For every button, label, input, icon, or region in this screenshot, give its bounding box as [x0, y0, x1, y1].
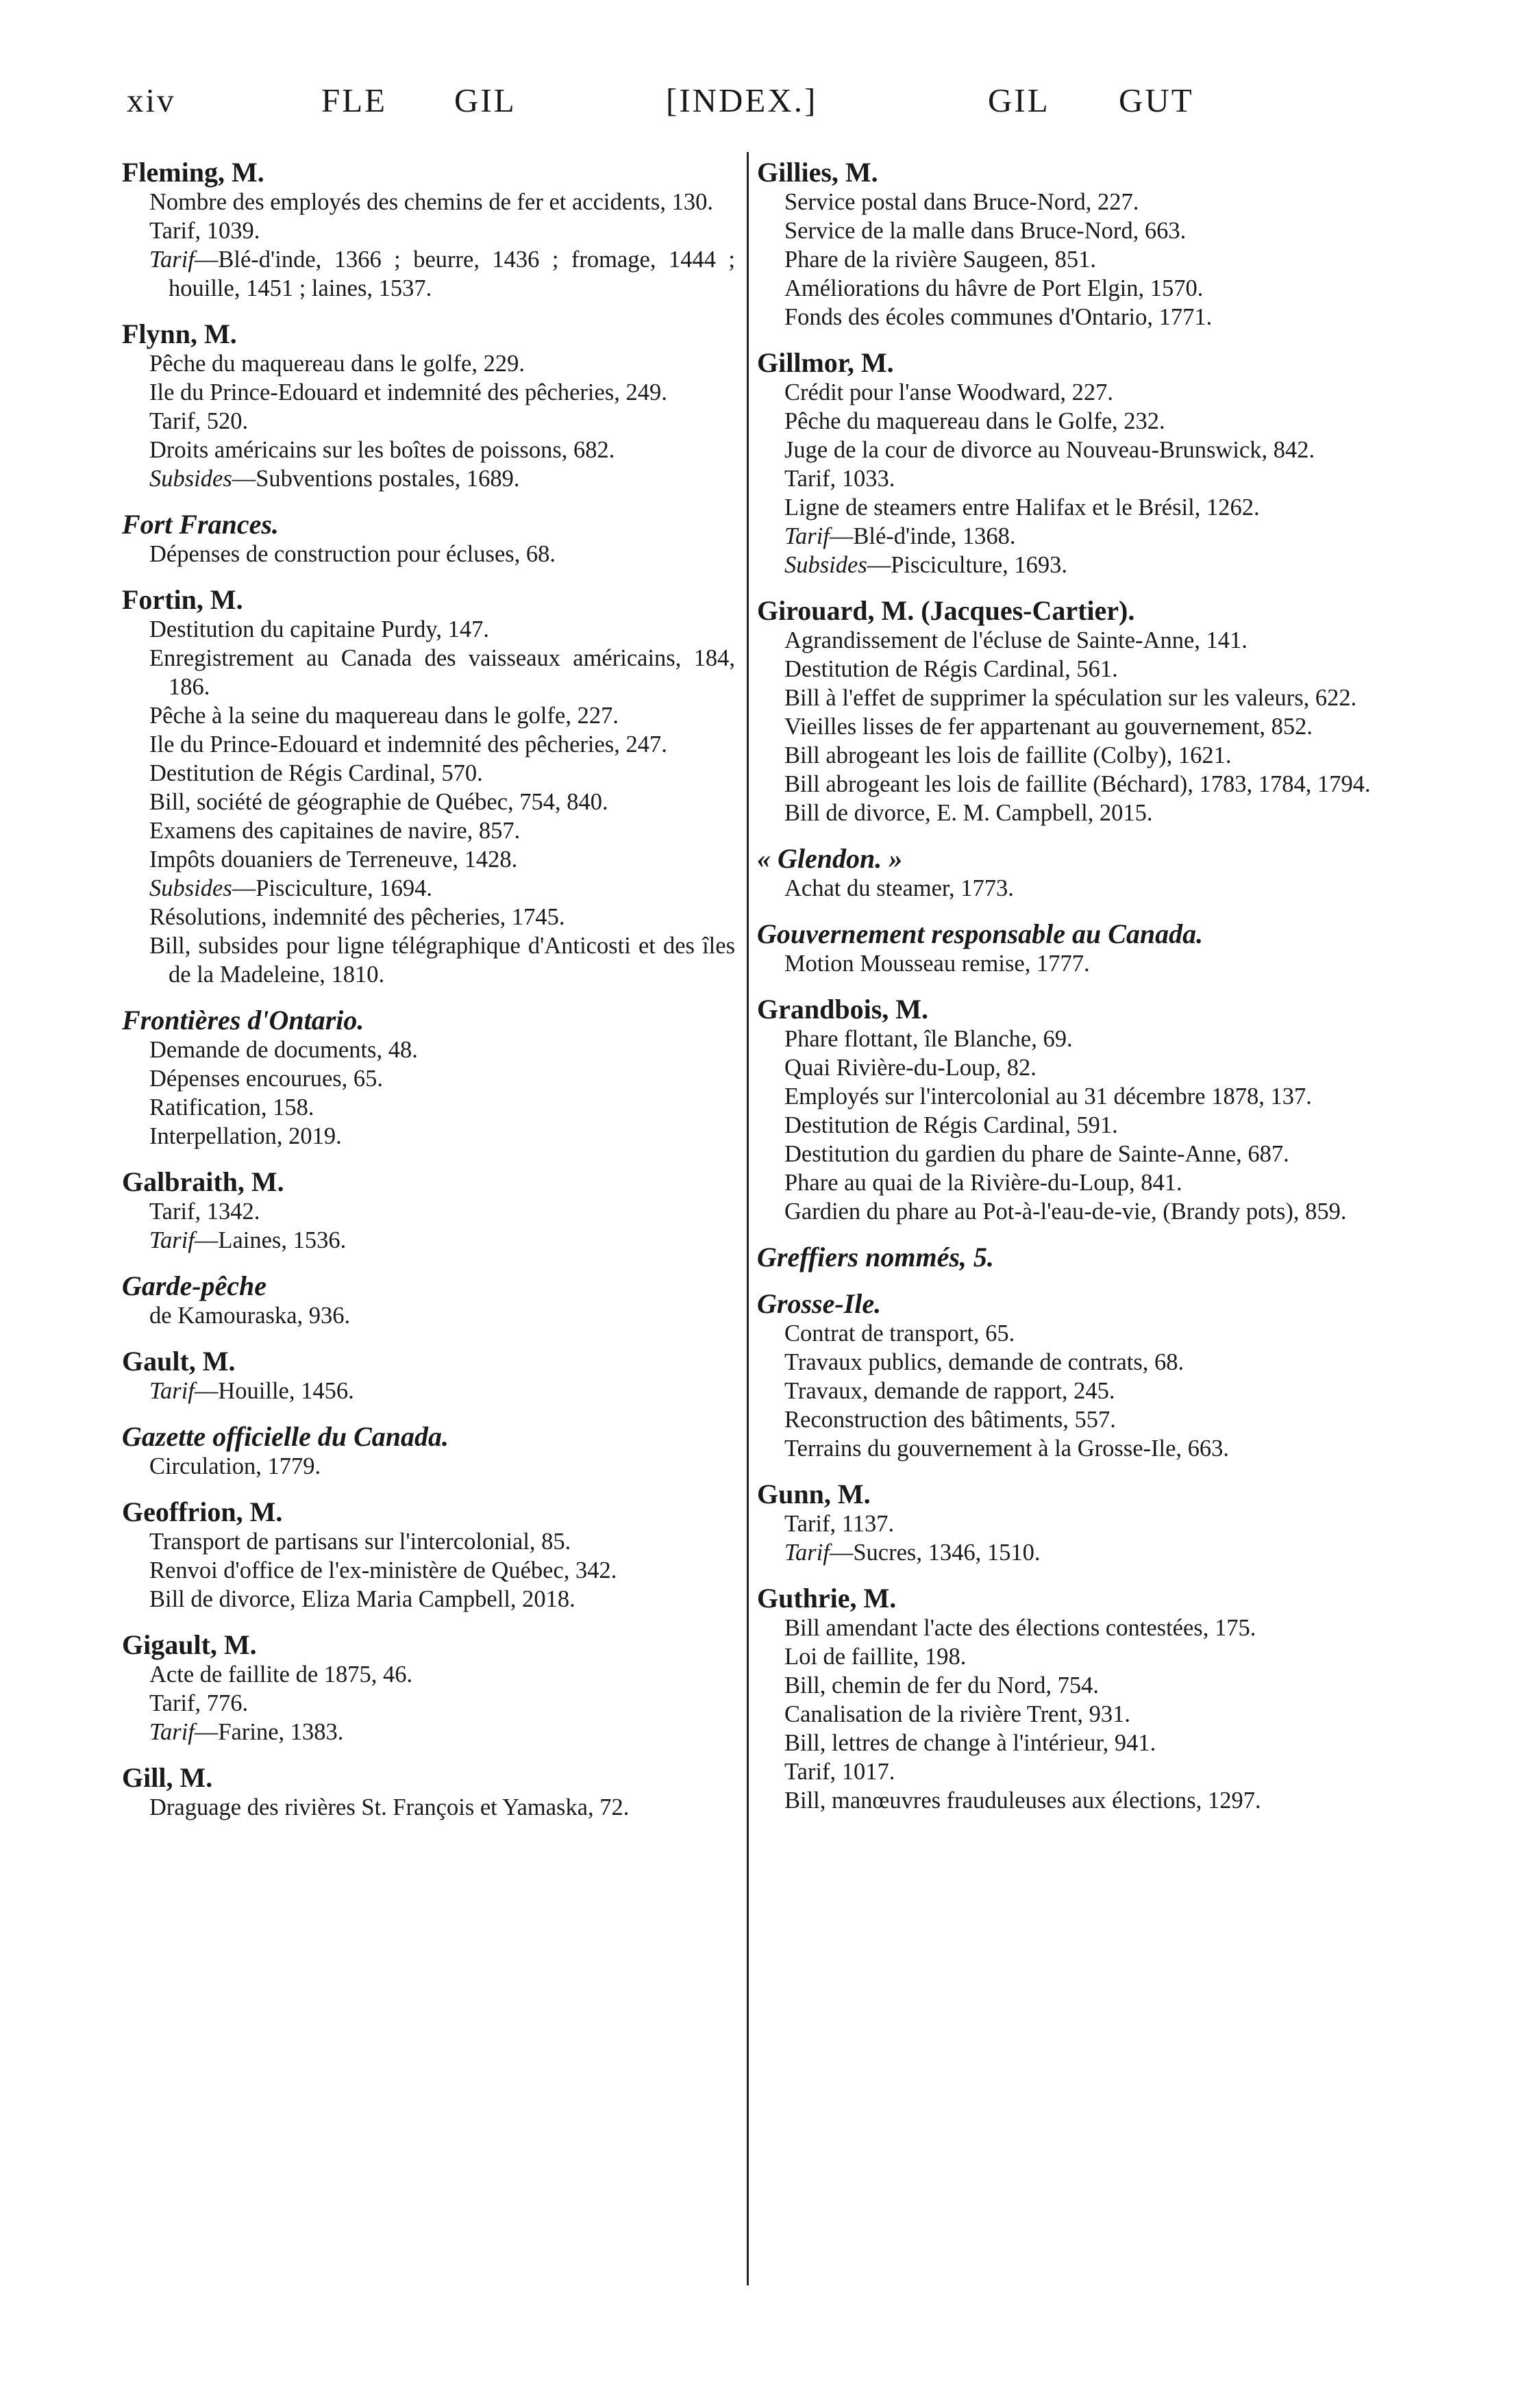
- item-sublabel: Tarif: [784, 523, 830, 549]
- entry-item: Bill abrogeant les lois de faillite (Béchard), 1783, 1784, 1794.: [784, 771, 1371, 797]
- entry-item: Pêche du maquereau dans le golfe, 229.: [149, 351, 525, 377]
- entry-item: Destitution de Régis Cardinal, 561.: [784, 656, 1118, 682]
- entry-heading: Gillies, M.: [757, 157, 878, 188]
- entry-item: Gardien du phare au Pot-à-l'eau-de-vie, (Brandy pots), 859.: [784, 1199, 1347, 1225]
- entry-item: Ratification, 158.: [149, 1094, 314, 1120]
- entry-item: Employés sur l'intercolonial au 31 décembre 1878, 137.: [784, 1083, 1312, 1109]
- index-entry: [122, 510, 735, 568]
- entry-item: Reconstruction des bâtiments, 557.: [784, 1407, 1116, 1433]
- entry-heading: Fleming, M.: [122, 157, 264, 188]
- index-entry: [757, 1242, 1375, 1272]
- entry-item: Canalisation de la rivière Trent, 931.: [784, 1701, 1130, 1727]
- entry-item: Bill, manœuvres frauduleuses aux élections, 1297.: [784, 1788, 1261, 1814]
- item-text: —Houille, 1456.: [194, 1378, 354, 1404]
- entry-heading: Geoffrion, M.: [122, 1496, 283, 1527]
- index-entry: [757, 596, 1375, 827]
- entry-item: Interpellation, 2019.: [149, 1123, 342, 1149]
- entry-heading: Gillmor, M.: [757, 347, 894, 378]
- item-sublabel: Tarif: [149, 247, 195, 273]
- entry-item: [757, 551, 1375, 579]
- entry-item: Tarif, 1137.: [784, 1511, 895, 1537]
- entry-heading: Fort Frances.: [122, 509, 279, 540]
- entry-item: Nombre des employés des chemins de fer et accidents, 130.: [149, 189, 713, 215]
- section-label: [INDEX.]: [666, 81, 818, 119]
- entry-item: [122, 1718, 735, 1746]
- item-text: —Subventions postales, 1689.: [232, 466, 520, 492]
- entry-heading: Guthrie, M.: [757, 1583, 897, 1614]
- index-entry: [122, 158, 735, 303]
- item-sublabel: Tarif: [149, 1227, 195, 1253]
- entry-item: Destitution du gardien du phare de Sainte-Anne, 687.: [784, 1141, 1289, 1167]
- entry-item: Agrandissement de l'écluse de Sainte-Anne, 141.: [784, 627, 1248, 653]
- index-entry: [757, 1479, 1375, 1567]
- entry-item: Crédit pour l'anse Woodward, 227.: [784, 379, 1113, 405]
- index-entry: [122, 1497, 735, 1614]
- entry-item: Ile du Prince-Edouard et indemnité des pêcheries, 249.: [149, 379, 667, 405]
- item-sublabel: Subsides: [784, 552, 867, 578]
- entry-item: Enregistrement au Canada des vaisseaux américains, 184, 186.: [149, 645, 735, 700]
- item-text: —Blé-d'inde, 1366 ; beurre, 1436 ; fromage, 1444 ; houille, 1451 ; laines, 1537.: [169, 247, 735, 301]
- entry-heading: « Glendon. »: [757, 843, 903, 874]
- column-divider: [747, 152, 749, 2285]
- entry-heading: Gouvernement responsable au Canada.: [757, 918, 1204, 949]
- entry-heading: Flynn, M.: [122, 318, 237, 349]
- entry-item: Quai Rivière-du-Loup, 82.: [784, 1055, 1037, 1081]
- entry-item: Renvoi d'office de l'ex-ministère de Québec, 342.: [149, 1557, 617, 1583]
- entry-heading: Grandbois, M.: [757, 994, 929, 1025]
- entry-item: Dépenses encourues, 65.: [149, 1066, 384, 1092]
- entry-item: Tarif, 776.: [149, 1690, 249, 1716]
- entry-item: Bill, société de géographie de Québec, 754, 840.: [149, 789, 608, 815]
- entry-heading: Gigault, M.: [122, 1629, 257, 1660]
- item-text: —Blé-d'inde, 1368.: [829, 523, 1016, 549]
- entry-item: Droits américains sur les boîtes de poissons, 682.: [149, 437, 615, 463]
- index-entry: [122, 1630, 735, 1746]
- entry-heading: Gault, M.: [122, 1346, 236, 1377]
- entry-item: Travaux, demande de rapport, 245.: [784, 1378, 1115, 1404]
- entry-item: Tarif, 520.: [149, 408, 249, 434]
- entry-item: Pêche à la seine du maquereau dans le golfe, 227.: [149, 703, 619, 729]
- entry-item: Bill, lettres de change à l'intérieur, 941.: [784, 1730, 1156, 1756]
- index-entry: [122, 1763, 735, 1822]
- item-sublabel: Tarif: [149, 1378, 195, 1404]
- index-entry: [122, 319, 735, 493]
- entry-heading: Garde-pêche: [122, 1270, 267, 1301]
- index-entry: [122, 1167, 735, 1255]
- item-sublabel: Tarif: [149, 1719, 195, 1745]
- item-text: —Pisciculture, 1693.: [867, 552, 1068, 578]
- entry-item: de Kamouraska, 936.: [149, 1303, 351, 1329]
- item-text: —Farine, 1383.: [194, 1719, 344, 1745]
- entry-item: Bill amendant l'acte des élections contestées, 175.: [784, 1615, 1256, 1641]
- item-text: —Sucres, 1346, 1510.: [829, 1540, 1041, 1566]
- entry-item: [757, 1538, 1375, 1567]
- page-number: xiv: [127, 81, 176, 119]
- entry-item: Destitution du capitaine Purdy, 147.: [149, 616, 490, 642]
- entry-item: Ligne de steamers entre Halifax et le Brésil, 1262.: [784, 494, 1260, 521]
- entry-heading: Grosse-Ile.: [757, 1288, 882, 1319]
- entry-item: [122, 1226, 735, 1255]
- entry-item: Tarif, 1033.: [784, 466, 895, 492]
- entry-item: Destitution de Régis Cardinal, 591.: [784, 1112, 1118, 1138]
- entry-item: Demande de documents, 48.: [149, 1037, 418, 1063]
- index-entry: [757, 919, 1375, 978]
- entry-item: [757, 522, 1375, 551]
- entry-heading: Fortin, M.: [122, 584, 243, 615]
- entry-item: Service postal dans Bruce-Nord, 227.: [784, 189, 1139, 215]
- entry-item: Achat du steamer, 1773.: [784, 875, 1014, 901]
- entry-item: Tarif, 1017.: [784, 1759, 895, 1785]
- entry-heading: Greffiers nommés, 5.: [757, 1242, 994, 1272]
- entry-item: Acte de faillite de 1875, 46.: [149, 1661, 413, 1688]
- running-header: [127, 81, 1230, 136]
- index-entry: [122, 1271, 735, 1330]
- entry-item: Pêche du maquereau dans le Golfe, 232.: [784, 408, 1165, 434]
- item-text: —Pisciculture, 1694.: [232, 875, 433, 901]
- index-entry: [757, 348, 1375, 579]
- entry-item: Draguage des rivières St. François et Yamaska, 72.: [149, 1794, 630, 1820]
- entry-item: Transport de partisans sur l'intercolonial, 85.: [149, 1529, 571, 1555]
- entry-heading: Girouard, M. (Jacques-Cartier).: [757, 595, 1135, 626]
- entry-item: Fonds des écoles communes d'Ontario, 1771.: [784, 304, 1213, 330]
- entry-item: Terrains du gouvernement à la Grosse-Ile, 663.: [784, 1435, 1230, 1462]
- item-text: —Laines, 1536.: [194, 1227, 347, 1253]
- item-sublabel: Subsides: [149, 875, 232, 901]
- entry-item: Destitution de Régis Cardinal, 570.: [149, 760, 483, 786]
- entry-item: Phare au quai de la Rivière-du-Loup, 841.: [784, 1170, 1182, 1196]
- entry-item: Bill de divorce, E. M. Campbell, 2015.: [784, 800, 1153, 826]
- index-entry: [757, 158, 1375, 331]
- entry-item: Bill, subsides pour ligne télégraphique d'Anticosti et des îles de la Madeleine, 1810.: [149, 933, 735, 988]
- range-start-right: GIL: [988, 81, 1050, 119]
- item-sublabel: Subsides: [149, 466, 232, 492]
- entry-item: Améliorations du hâvre de Port Elgin, 1570.: [784, 275, 1204, 301]
- entry-item: Circulation, 1779.: [149, 1453, 321, 1479]
- entry-heading: Gazette officielle du Canada.: [122, 1421, 449, 1452]
- entry-item: Contrat de transport, 65.: [784, 1320, 1015, 1346]
- entry-heading: Gill, M.: [122, 1762, 213, 1793]
- index-entry: [122, 1422, 735, 1481]
- entry-item: Phare flottant, île Blanche, 69.: [784, 1026, 1073, 1052]
- entry-item: Travaux publics, demande de contrats, 68.: [784, 1349, 1184, 1375]
- entry-item: Tarif, 1039.: [149, 218, 260, 244]
- index-entry: [757, 844, 1375, 903]
- entry-item: [122, 245, 735, 303]
- right-column: [757, 158, 1375, 1831]
- entry-heading: Galbraith, M.: [122, 1166, 284, 1197]
- index-entry: [122, 1346, 735, 1405]
- range-end-right: GUT: [1119, 81, 1194, 119]
- index-entry: [757, 1289, 1375, 1463]
- entry-item: Bill à l'effet de supprimer la spéculation sur les valeurs, 622.: [784, 685, 1357, 711]
- index-entry: [757, 1583, 1375, 1815]
- entry-item: Bill de divorce, Eliza Maria Campbell, 2018.: [149, 1586, 575, 1612]
- index-entry: [122, 1005, 735, 1151]
- entry-item: Ile du Prince-Edouard et indemnité des pêcheries, 247.: [149, 731, 667, 757]
- entry-item: Résolutions, indemnité des pêcheries, 1745.: [149, 904, 565, 930]
- index-entry: [122, 585, 735, 989]
- entry-item: [122, 1377, 735, 1405]
- entry-item: [122, 874, 735, 903]
- range-end-left: GIL: [454, 81, 517, 119]
- entry-item: Motion Mousseau remise, 1777.: [784, 951, 1090, 977]
- left-column: [122, 158, 735, 1838]
- index-entry: [757, 994, 1375, 1226]
- entry-item: Bill abrogeant les lois de faillite (Colby), 1621.: [784, 742, 1232, 768]
- entry-item: Juge de la cour de divorce au Nouveau-Brunswick, 842.: [784, 437, 1315, 463]
- entry-item: Impôts douaniers de Terreneuve, 1428.: [149, 846, 518, 873]
- entry-item: Tarif, 1342.: [149, 1199, 260, 1225]
- entry-item: Bill, chemin de fer du Nord, 754.: [784, 1672, 1099, 1698]
- entry-item: Examens des capitaines de navire, 857.: [149, 818, 521, 844]
- entry-item: Phare de la rivière Saugeen, 851.: [784, 247, 1097, 273]
- item-sublabel: Tarif: [784, 1540, 830, 1566]
- entry-item: [122, 464, 735, 493]
- entry-item: Dépenses de construction pour écluses, 68.: [149, 541, 556, 567]
- entry-heading: Frontières d'Ontario.: [122, 1005, 364, 1036]
- entry-item: Vieilles lisses de fer appartenant au gouvernement, 852.: [784, 714, 1313, 740]
- range-start-left: FLE: [321, 81, 388, 119]
- entry-item: Service de la malle dans Bruce-Nord, 663.: [784, 218, 1187, 244]
- entry-item: Loi de faillite, 198.: [784, 1644, 967, 1670]
- entry-heading: Gunn, M.: [757, 1479, 871, 1509]
